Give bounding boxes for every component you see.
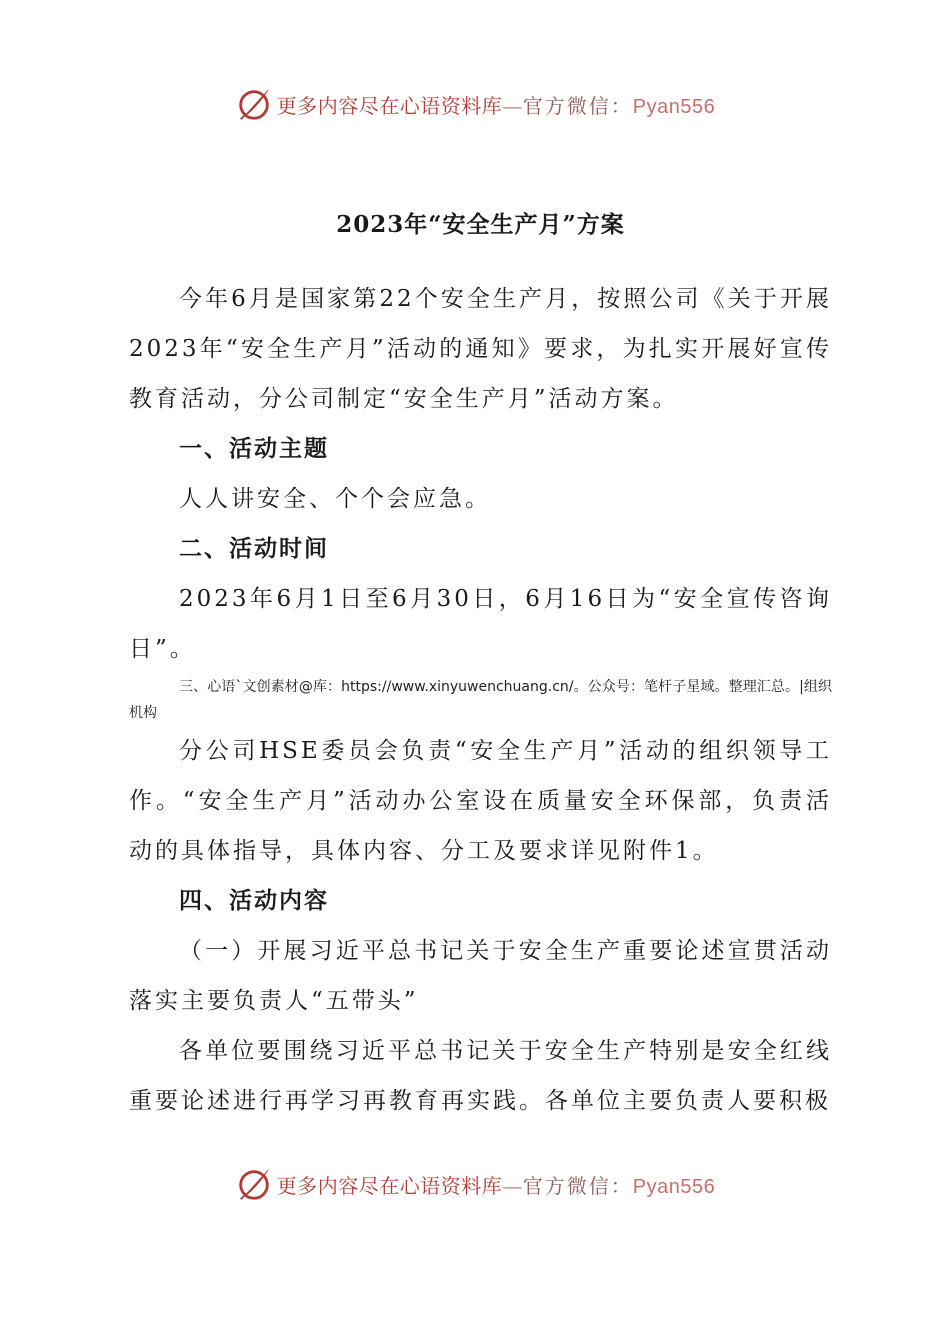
header-banner [0,82,950,126]
banner-text [277,1170,715,1199]
banner-main-text: 更多内容尽在心语资料库 [276,93,503,118]
banner-wechat-id: Pyan556 [632,95,716,118]
organization-paragraph: 分公司HSE委员会负责“安全生产月”活动的组织领导工作。“安全生产月”活动办公室设在质量安全环保部，负责活动的具体指导，具体内容、分工及要求详见附件1。 [129,738,832,864]
footer-banner [0,1162,950,1206]
banner-text [277,90,715,119]
subsection-heading-1: （一）开展习近平总书记关于安全生产重要论述宣贯活动落实主要负责人“五带头” [129,938,832,1014]
banner-dash: — [502,1173,523,1198]
theme-paragraph: 人人讲安全、个个会应急。 [179,486,491,512]
quill-logo-icon [235,85,273,123]
section-heading-time: 二、活动时间 [179,535,329,562]
content-paragraph-1: 各单位要围绕习近平总书记关于安全生产特别是安全红线重要论述进行再学习再教育再实践。各单位主要负责人要积极 [129,1038,832,1114]
section-heading-organization: 三、心语`文创素材@库：https://www.xinyuwenchuang.cn/。公众号：笔杆子星域。整理汇总。|组织机构 [129,679,832,721]
section-heading-content: 四、活动内容 [179,887,329,914]
banner-main-text: 更多内容尽在心语资料库 [276,1173,503,1198]
banner-wechat-label: 官方微信： [522,93,633,118]
time-paragraph: 2023年6月1日至6月30日，6月16日为“安全宣传咨询日”。 [129,586,832,662]
banner-wechat-label: 官方微信： [522,1173,633,1198]
intro-paragraph: 今年6月是国家第22个安全生产月，按照公司《关于开展2023年“安全生产月”活动的通知》要求，为扎实开展好宣传教育活动，分公司制定“安全生产月”活动方案。 [129,286,832,412]
banner-wechat-id: Pyan556 [632,1175,716,1198]
document-title: 2023年“安全生产月”方案 [336,211,625,238]
banner-dash: — [502,93,523,118]
section-heading-theme: 一、活动主题 [179,435,329,462]
document-body [129,200,832,1126]
quill-logo-icon [235,1165,273,1203]
